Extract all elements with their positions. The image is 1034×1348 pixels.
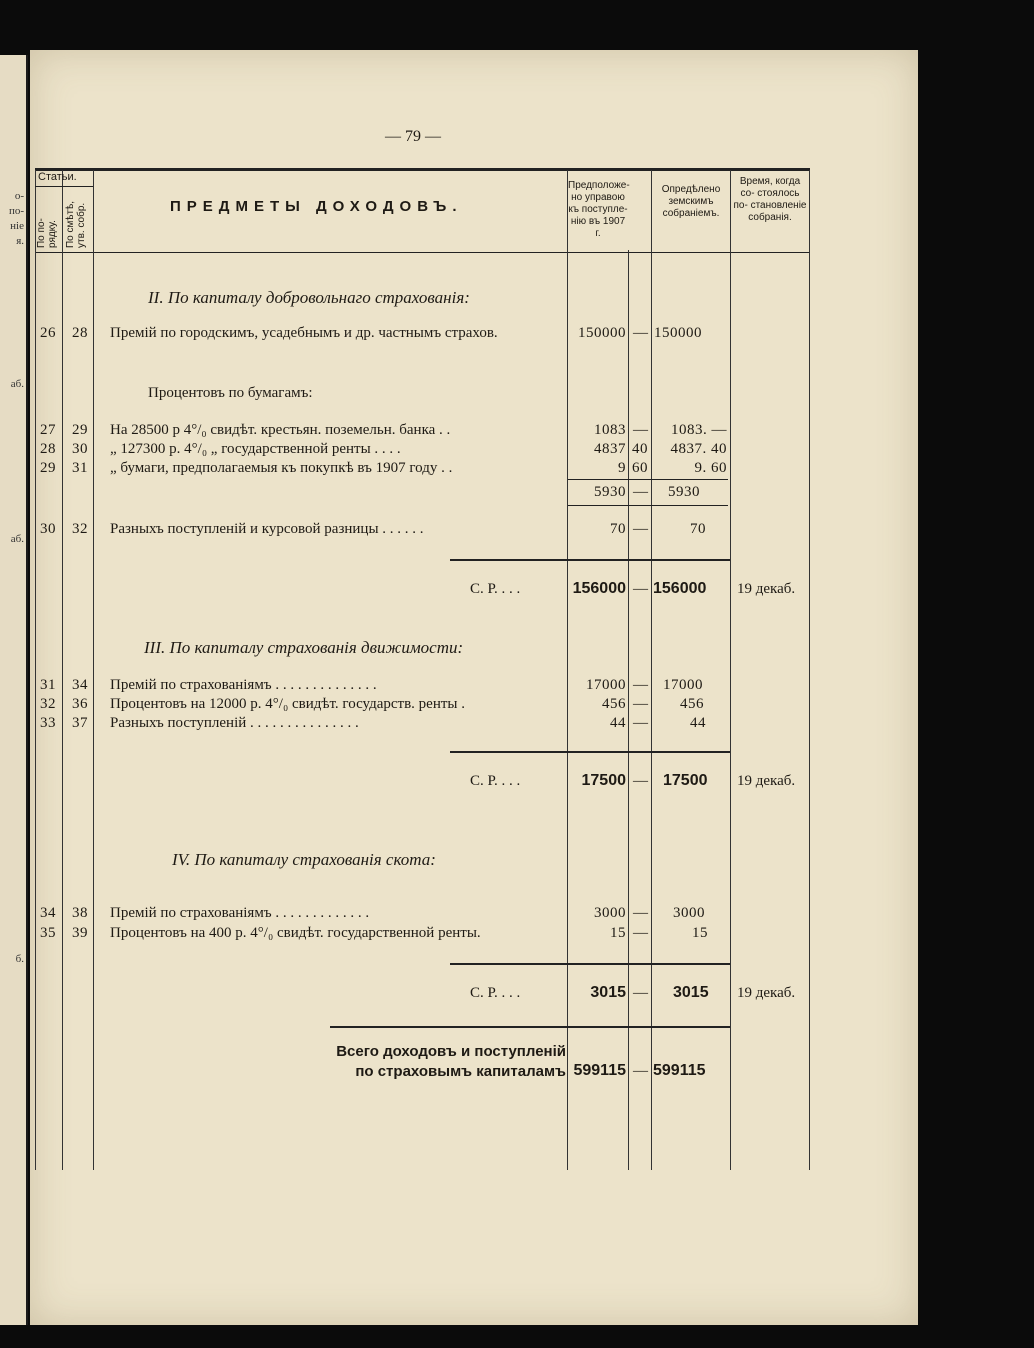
header-bottom-rule <box>35 252 810 253</box>
total-time: 19 декаб. <box>737 985 796 1001</box>
prev-page-fragment: я. <box>16 235 24 247</box>
col-line-proposed <box>567 170 568 1170</box>
row-smeta-number: 36 <box>72 696 88 712</box>
header-top-rule <box>35 168 810 171</box>
total-determined: 156000 <box>653 580 707 597</box>
total-determined: 3015 <box>673 984 709 1001</box>
col-line-left <box>35 170 36 1170</box>
row-text: Премій по городскимъ, усадебнымъ и др. частнымъ страхов. <box>110 325 498 341</box>
row-proposed-rub: 4837 <box>594 441 626 457</box>
row-text: Разныхъ поступленій и курсовой разницы . . . . . . <box>110 521 424 537</box>
row-proposed-kop: — <box>633 521 649 537</box>
row-determined: 15 <box>692 925 708 941</box>
row-text: Процентовъ на 400 р. 4°/₀ свидѣт. государственной ренты. <box>110 925 481 941</box>
row-determined: 3000 <box>673 905 705 921</box>
row-smeta-number: 28 <box>72 325 88 341</box>
row-proposed-kop: — <box>633 325 649 341</box>
row-smeta-number: 38 <box>72 905 88 921</box>
document-page <box>30 50 918 1325</box>
row-proposed-rub: 44 <box>610 715 626 731</box>
total-time: 19 декаб. <box>737 773 796 789</box>
subtotal-proposed-kop: — <box>633 484 649 500</box>
row-determined: 150000 <box>654 325 702 341</box>
row-proposed-rub: 456 <box>602 696 626 712</box>
row-text: Премій по страхованіямъ . . . . . . . . . . . . . . <box>110 677 377 693</box>
total-label: С. Р. . . . <box>470 581 521 597</box>
row-proposed-rub: 70 <box>610 521 626 537</box>
section-subtitle: Процентовъ по бумагамъ: <box>148 385 313 401</box>
row-determined: 1083. — <box>671 422 727 438</box>
row-order-number: 30 <box>40 521 56 537</box>
row-smeta-number: 39 <box>72 925 88 941</box>
row-proposed-kop: — <box>633 696 649 712</box>
subtotal-rule-bottom <box>568 505 728 506</box>
row-order-number: 31 <box>40 677 56 693</box>
row-proposed-rub: 9 <box>618 460 626 476</box>
row-order-number: 34 <box>40 905 56 921</box>
subtotal-proposed-rub: 5930 <box>594 484 626 500</box>
previous-page-edge <box>0 55 28 1325</box>
row-order-number: 26 <box>40 325 56 341</box>
grand-total-rule <box>330 1026 730 1028</box>
row-smeta-number: 37 <box>72 715 88 731</box>
row-text: Процентовъ на 12000 р. 4°/₀ свидѣт. государств. ренты . <box>110 696 465 712</box>
header-col-determined: Опредѣлено земскимъ собраніемъ. <box>661 184 721 219</box>
col-line-smeta <box>93 170 94 1170</box>
row-smeta-number: 31 <box>72 460 88 476</box>
col-line-determined <box>651 170 652 1170</box>
row-text: „ бумаги, предполагаемыя къ покупкѣ въ 1907 году . . <box>110 460 453 476</box>
row-order-number: 35 <box>40 925 56 941</box>
row-order-number: 33 <box>40 715 56 731</box>
section-title: IV. По капиталу страхованія скота: <box>172 850 436 869</box>
row-smeta-number: 32 <box>72 521 88 537</box>
grand-total-label-line1: Всего доходовъ и поступленій <box>336 1043 566 1060</box>
row-text: Разныхъ поступленій . . . . . . . . . . . . . . . <box>110 715 359 731</box>
col-line-proposed-kop <box>628 250 629 1170</box>
row-text: Премій по страхованіямъ . . . . . . . . . . . . . <box>110 905 370 921</box>
col-line-time <box>730 170 731 1170</box>
total-rule <box>450 963 730 965</box>
header-col-smeta: По смѣтѣ, утв. собр. <box>65 200 87 248</box>
header-col-order: По по- рядку. <box>36 218 58 248</box>
row-order-number: 32 <box>40 696 56 712</box>
row-proposed-rub: 15 <box>610 925 626 941</box>
grand-total-proposed-kop: — <box>633 1063 649 1079</box>
row-proposed-rub: 150000 <box>578 325 626 341</box>
row-text: На 28500 р 4°/₀ свидѣт. крестьян. поземельн. банка . . <box>110 422 451 438</box>
row-proposed-kop: — <box>633 925 649 941</box>
header-statyi-rule <box>35 186 93 187</box>
total-proposed-rub: 156000 <box>572 580 626 597</box>
prev-page-fragment: аб. <box>10 378 24 390</box>
row-proposed-rub: 3000 <box>594 905 626 921</box>
prev-page-fragment: аб. <box>10 533 24 545</box>
total-proposed-rub: 17500 <box>581 772 626 789</box>
grand-total-determined: 599115 <box>653 1062 706 1079</box>
row-determined: 9. 60 <box>694 460 727 476</box>
prev-page-fragment: о- <box>14 190 24 202</box>
subtotal-determined: 5930 <box>668 484 700 500</box>
row-determined: 4837. 40 <box>670 441 727 457</box>
row-smeta-number: 30 <box>72 441 88 457</box>
row-proposed-kop: 40 <box>632 441 648 457</box>
total-proposed-rub: 3015 <box>590 984 626 1001</box>
prev-page-fragment: б. <box>15 953 24 965</box>
section-title: II. По капиталу добровольнаго страхованія: <box>148 288 470 307</box>
grand-total-label-line2: по страховымъ капиталамъ <box>355 1063 566 1080</box>
col-line-right <box>809 170 810 1170</box>
prev-page-fragment: ніе <box>10 220 24 232</box>
header-col-proposed: Предположе- но управою къ поступле- нію въ 1907 г. <box>568 180 630 239</box>
header-statyi: Статьи. <box>38 171 77 183</box>
row-order-number: 29 <box>40 460 56 476</box>
header-title: ПРЕДМЕТЫ ДОХОДОВЪ. <box>170 198 463 215</box>
total-label: С. Р. . . . <box>470 985 521 1001</box>
row-smeta-number: 29 <box>72 422 88 438</box>
section-title: III. По капиталу страхованія движимости: <box>144 638 464 657</box>
row-determined: 70 <box>690 521 706 537</box>
col-line-order <box>62 170 63 1170</box>
total-rule <box>450 559 730 561</box>
total-rule <box>450 751 730 753</box>
total-time: 19 декаб. <box>737 581 796 597</box>
row-determined: 44 <box>690 715 706 731</box>
row-proposed-rub: 17000 <box>586 677 626 693</box>
total-proposed-kop: — <box>633 773 649 789</box>
row-proposed-kop: — <box>633 422 649 438</box>
row-determined: 17000 <box>663 677 703 693</box>
page-number: — 79 — <box>385 128 441 145</box>
prev-page-fragment: по- <box>8 205 24 217</box>
row-order-number: 28 <box>40 441 56 457</box>
total-label: С. Р. . . . <box>470 773 521 789</box>
row-proposed-kop: — <box>633 905 649 921</box>
row-order-number: 27 <box>40 422 56 438</box>
grand-total-proposed-rub: 599115 <box>573 1062 626 1079</box>
total-proposed-kop: — <box>633 985 649 1001</box>
row-proposed-kop: — <box>633 677 649 693</box>
total-proposed-kop: — <box>633 581 649 597</box>
subtotal-rule <box>568 479 728 480</box>
row-proposed-kop: 60 <box>632 460 648 476</box>
row-proposed-rub: 1083 <box>594 422 626 438</box>
total-determined: 17500 <box>663 772 708 789</box>
row-determined: 456 <box>680 696 704 712</box>
header-col-time: Время, когда со- стоялось по- становленіе собранія. <box>733 176 807 223</box>
row-smeta-number: 34 <box>72 677 88 693</box>
row-proposed-kop: — <box>633 715 649 731</box>
row-text: „ 127300 р. 4°/₀ „ государственной ренты . . . . <box>110 441 401 457</box>
